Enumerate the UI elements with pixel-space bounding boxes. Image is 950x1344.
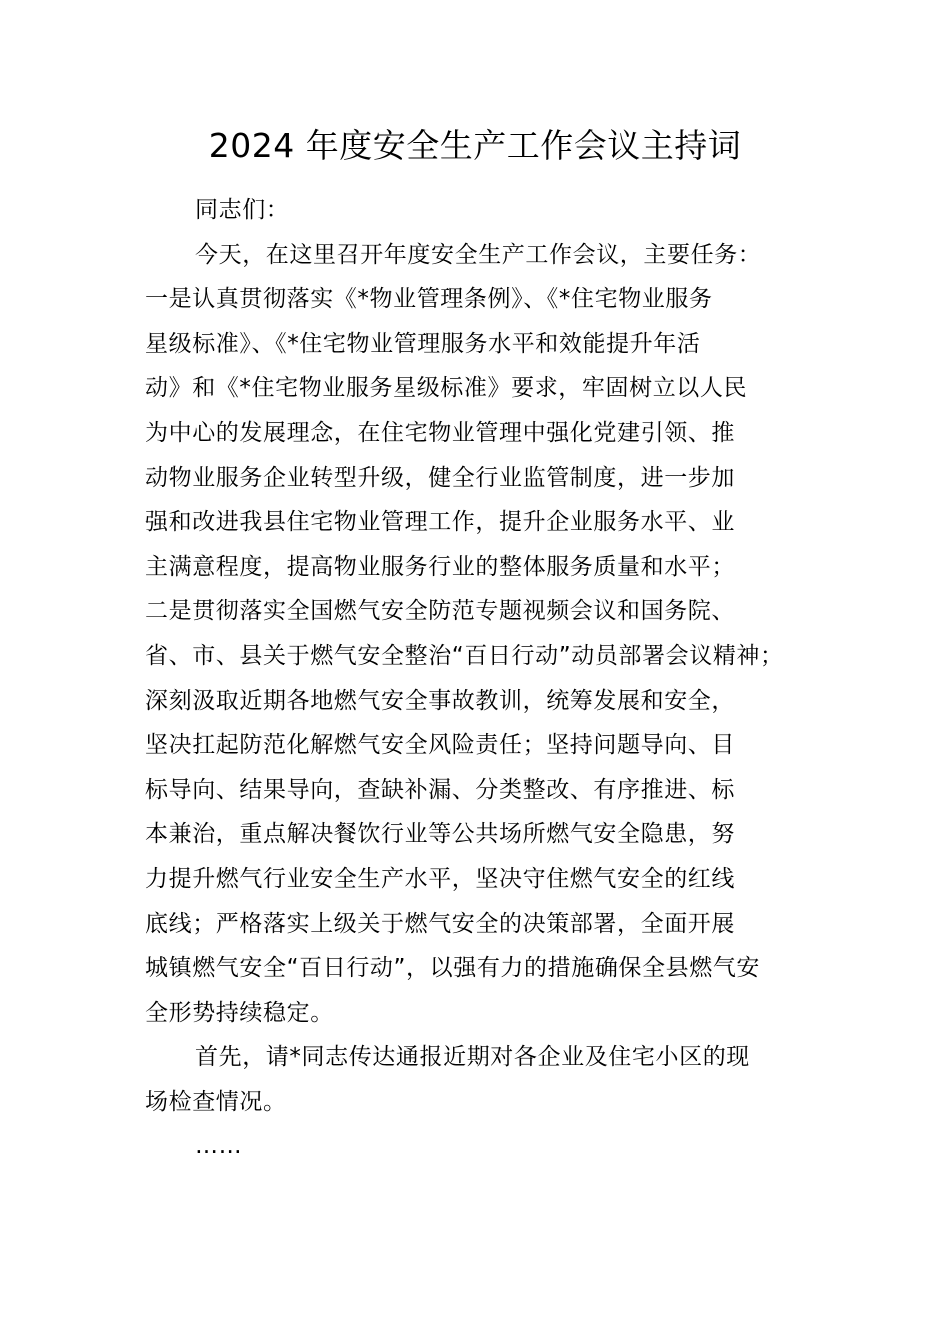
paragraph-line: 动物业服务企业转型升级，健全行业监管制度，进一步加 xyxy=(145,464,735,491)
paragraph-line: 城镇燃气安全“百日行动”，以强有力的措施确保全县燃气安 xyxy=(145,955,761,982)
paragraph-line: 星级标准》、《*住宅物业管理服务水平和效能提升年活 xyxy=(145,330,701,357)
paragraph-line: 省、市、县关于燃气安全整治“百日行动”动员部署会议精神； xyxy=(145,642,784,669)
paragraph-line: 主满意程度，提高物业服务行业的整体服务质量和水平； xyxy=(145,553,735,580)
paragraph-line: 场检查情况。 xyxy=(145,1088,287,1115)
ellipsis: …… xyxy=(195,1133,243,1160)
paragraph-line: 全形势持续稳定。 xyxy=(145,999,334,1026)
document-title: 2024 年度安全生产工作会议主持词 xyxy=(208,126,742,165)
paragraph-line: 一是认真贯彻落实《*物业管理条例》、《*住宅物业服务 xyxy=(145,286,713,313)
salutation: 同志们： xyxy=(195,197,290,223)
paragraph-line: 底线；严格落实上级关于燃气安全的决策部署，全面开展 xyxy=(145,910,735,937)
document-body xyxy=(145,188,845,1169)
paragraph-line: 力提升燃气行业安全生产水平，坚决守住燃气安全的红线 xyxy=(145,865,735,892)
paragraph-line: 今天，在这里召开年度安全生产工作会议，主要任务： xyxy=(195,241,762,268)
paragraph-line: 深刻汲取近期各地燃气安全事故教训，统筹发展和安全， xyxy=(145,687,735,714)
paragraph-line: 动》和《*住宅物业服务星级标准》要求，牢固树立以人民 xyxy=(145,375,748,402)
paragraph-line: 首先，请*同志传达通报近期对各企业及住宅小区的现 xyxy=(195,1044,750,1071)
paragraph-line: 为中心的发展理念，在住宅物业管理中强化党建引领、推 xyxy=(145,419,735,446)
paragraph-line: 本兼治，重点解决餐饮行业等公共场所燃气安全隐患，努 xyxy=(145,821,735,848)
paragraph-line: 强和改进我县住宅物业管理工作，提升企业服务水平、业 xyxy=(145,509,735,536)
paragraph-line: 坚决扛起防范化解燃气安全风险责任；坚持问题导向、目 xyxy=(145,732,735,759)
paragraph-line: 二是贯彻落实全国燃气安全防范专题视频会议和国务院、 xyxy=(145,598,735,625)
paragraph-line: 标导向、结果导向，查缺补漏、分类整改、有序推进、标 xyxy=(145,776,735,803)
